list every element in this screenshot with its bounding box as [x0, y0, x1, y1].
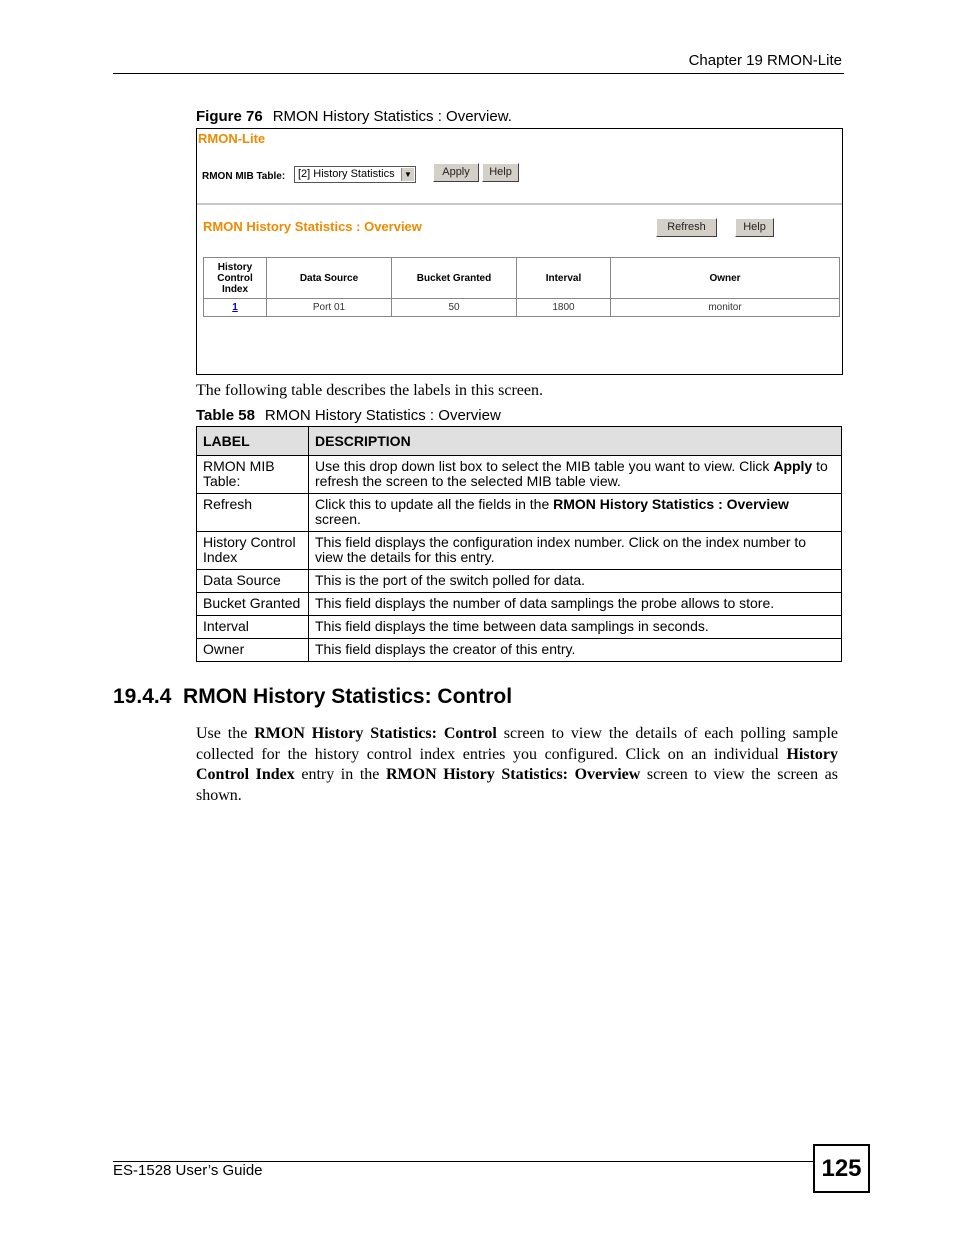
- table-row: [197, 456, 842, 494]
- mib-table-select[interactable]: [294, 166, 416, 183]
- header-rule: [113, 73, 844, 74]
- desc-text: Use this drop down list box to select the MIB table you want to view. Click: [315, 458, 774, 474]
- row-label: Data Source: [197, 570, 309, 593]
- table-row: [197, 570, 842, 593]
- section-paragraph: [196, 724, 838, 806]
- row-label: History Control Index: [197, 532, 309, 570]
- row-description: [309, 456, 842, 494]
- chapter-header: Chapter 19 RMON-Lite: [688, 52, 842, 69]
- figure-label: Figure 76: [196, 108, 263, 125]
- section-title: 19.4.4 RMON History Statistics: Control: [113, 685, 513, 708]
- help-button-secondary[interactable]: Help: [735, 218, 774, 237]
- para-bold: RMON History Statistics: Overview: [385, 766, 641, 783]
- footer-guide-title: ES-1528 User’s Guide: [113, 1162, 263, 1179]
- page-number: 125: [813, 1144, 870, 1193]
- cell-data-source: Port 01: [267, 299, 392, 317]
- desc-text: screen.: [315, 511, 361, 527]
- para-text: screen to view the screen as shown.: [196, 766, 838, 804]
- history-table-header: [204, 258, 840, 299]
- history-index-link[interactable]: 1: [232, 302, 238, 313]
- help-button[interactable]: Help: [482, 163, 519, 182]
- screenshot-frame: [196, 128, 843, 375]
- row-description: This is the port of the switch polled for data.: [309, 570, 842, 593]
- mib-table-selected: [2] History Statistics: [298, 168, 395, 180]
- cell-interval: 1800: [517, 299, 611, 317]
- apply-button[interactable]: Apply: [433, 163, 479, 182]
- table-row: [197, 639, 842, 662]
- col-owner: Owner: [611, 258, 840, 299]
- row-label: Refresh: [197, 494, 309, 532]
- row-label: Owner: [197, 639, 309, 662]
- para-bold: RMON History Statistics: Control: [254, 725, 497, 742]
- section-divider: [197, 203, 842, 205]
- intro-text: The following table describes the labels in this screen.: [196, 382, 544, 399]
- table-row: [197, 494, 842, 532]
- cell-index: [204, 299, 267, 317]
- table-title: RMON History Statistics : Overview: [264, 407, 501, 424]
- para-text: screen to view the details of each polling sample collected for the history control index entries you configured. Click on an individual: [196, 725, 838, 763]
- description-table-header: [197, 427, 842, 456]
- col-bucket-granted: Bucket Granted: [392, 258, 517, 299]
- row-description: [309, 494, 842, 532]
- table-row: [197, 532, 842, 570]
- row-label: Bucket Granted: [197, 593, 309, 616]
- figure-title: RMON History Statistics : Overview.: [272, 108, 512, 125]
- desc-bold: Apply: [773, 458, 813, 474]
- desc-bold: RMON History Statistics : Overview: [553, 496, 789, 512]
- figure-caption: [196, 108, 512, 125]
- refresh-button[interactable]: Refresh: [656, 218, 717, 237]
- chevron-down-icon[interactable]: ▼: [401, 168, 414, 181]
- para-text: Use the: [196, 725, 255, 742]
- col-description: DESCRIPTION: [309, 427, 842, 456]
- table-row: [204, 299, 840, 317]
- row-label: RMON MIB Table:: [197, 456, 309, 494]
- desc-text: Click this to update all the fields in the: [315, 496, 554, 512]
- table-row: [197, 593, 842, 616]
- table-row: [197, 616, 842, 639]
- col-interval: Interval: [517, 258, 611, 299]
- history-table: [203, 257, 840, 317]
- description-table: [196, 426, 842, 662]
- col-data-source: Data Source: [267, 258, 392, 299]
- cell-bucket-granted: 50: [392, 299, 517, 317]
- row-description: This field displays the time between data samplings in seconds.: [309, 616, 842, 639]
- col-label: LABEL: [197, 427, 309, 456]
- section-heading: RMON History Statistics : Overview: [203, 219, 422, 234]
- table-caption: [196, 407, 501, 424]
- desc-text: to refresh the screen to the selected MIB table view.: [315, 458, 828, 489]
- row-description: This field displays the creator of this entry.: [309, 639, 842, 662]
- table-label: Table 58: [196, 407, 255, 424]
- row-description: This field displays the number of data samplings the probe allows to store.: [309, 593, 842, 616]
- para-bold: History Control Index: [196, 745, 838, 783]
- cell-owner: monitor: [611, 299, 840, 317]
- row-description: This field displays the configuration index number. Click on the index number to view the details for this entry.: [309, 532, 842, 570]
- mib-table-label: RMON MIB Table:: [202, 171, 286, 182]
- col-history-control-index: History Control Index: [204, 258, 267, 299]
- para-text: entry in the: [294, 766, 386, 783]
- app-title: RMON-Lite: [198, 131, 266, 146]
- row-label: Interval: [197, 616, 309, 639]
